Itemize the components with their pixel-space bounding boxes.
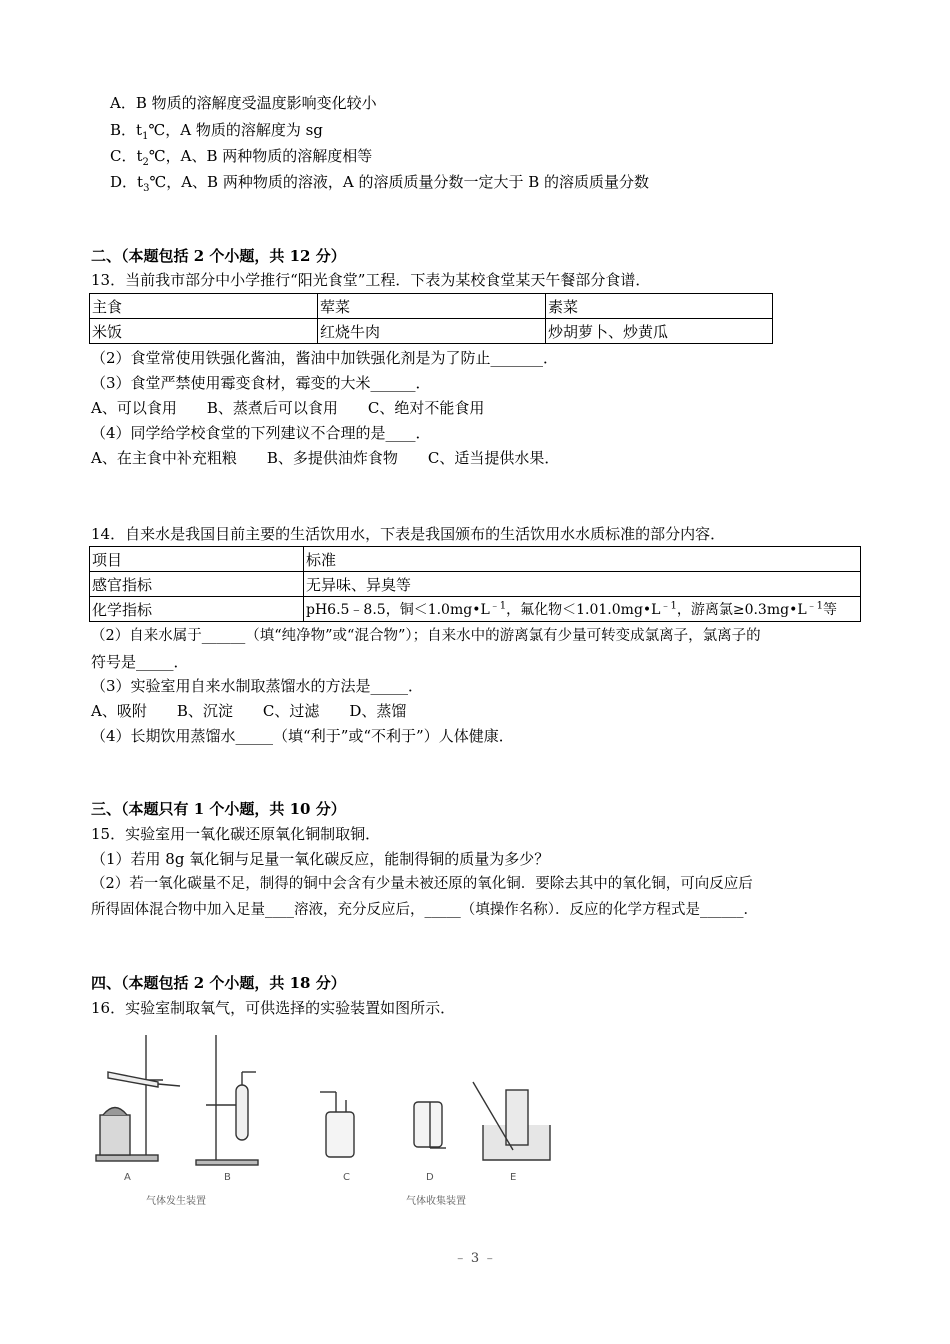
q12-option-c: C．$t_2℃$，A、B 两种物质的溶解度相等 [110,147,373,168]
table-cell: 标准 [304,547,861,572]
q13-part3: （3）食堂严禁使用霉变食材，霉变的大米______． [91,374,431,392]
table-cell: 项目 [90,547,304,572]
table-row [90,597,861,622]
q15-part1: （1）若用 8g 氧化铜与足量一氧化碳反应，能制得铜的质量为多少？ [91,850,550,868]
table-cell: 素菜 [546,294,773,319]
table-cell: 米饭 [90,319,318,344]
table-cell: 红烧牛肉 [318,319,546,344]
page-number: ﹣ 3 ﹣ [453,1251,497,1266]
q13-stem: 13．当前我市部分中小学推行“阳光食堂”工程．下表为某校食堂某天午餐部分食谱． [91,271,651,289]
caption-collector: 气体收集装置 [406,1196,466,1207]
table-cell: 无异味、异臭等 [304,572,861,597]
label-a: A [124,1172,131,1183]
table-cell: 感官指标 [90,572,304,597]
table-row [90,294,773,319]
caption-generator: 气体发生装置 [146,1196,206,1207]
label-b: B [224,1172,231,1183]
apparatus-d [414,1102,446,1148]
table-cell: 荤菜 [318,294,546,319]
q15-stem: 15．实验室用一氧化碳还原氧化铜制取铜． [91,825,381,843]
table-cell: 炒胡萝卜、炒黄瓜 [546,319,773,344]
apparatus-b [196,1035,258,1165]
q14-standard-table [89,546,861,622]
table-cell: pH6.5﹣8.5，铜$<1.0mg•L^{﹣1}$，氟化物$<1.01.0mg•L^{﹣1}$，游离氯$\ge 0.3mg•L^{﹣1}$等 [304,597,861,622]
q14-part2-line1: （2）自来水属于______（填“纯净物”或“混合物”）；自来水中的游离氯有少量可转变成氯离子，氯离子的 [91,628,761,644]
q14-part3-options: A、吸附 B、沉淀 C、过滤 D、蒸馏 [91,702,407,720]
q12-option-b: B．$t_1℃$，A 物质的溶解度为 sg [110,121,323,142]
table-row [90,319,773,344]
q14-part2-line2: 符号是_____． [91,653,189,671]
q14-part3: （3）实验室用自来水制取蒸馏水的方法是_____． [91,677,424,695]
q13-part3-options: A、可以食用 B、蒸煮后可以食用 C、绝对不能食用 [91,399,485,417]
q12-option-a: A．B 物质的溶解度受温度影响变化较小 [110,94,377,112]
q14-part4: （4）长期饮用蒸馏水_____（填“利于”或“不利于”）人体健康． [91,727,514,745]
section2-heading: 二、（本题包括 2 个小题，共 12 分） [91,247,346,265]
q14-stem: 14．自来水是我国目前主要的生活饮用水，下表是我国颁布的生活饮用水水质标准的部分内容． [91,525,726,543]
table-cell: 化学指标 [90,597,304,622]
q15-part2-line2: 所得固体混合物中加入足量____溶液，充分反应后，_____（填操作名称）．反应的化学方程式是______． [91,902,758,918]
q13-menu-table [89,293,773,344]
q13-part2: （2）食堂常使用铁强化酱油，酱油中加铁强化剂是为了防止_______． [91,349,559,367]
section4-heading: 四、（本题包括 2 个小题，共 18 分） [91,974,346,992]
label-c: C [343,1172,350,1183]
q16-stem: 16．实验室制取氧气，可供选择的实验装置如图所示． [91,999,456,1017]
q15-part2-line1: （2）若一氧化碳量不足，制得的铜中会含有少量未被还原的氧化铜．要除去其中的氧化铜，可向反应后 [91,876,753,892]
apparatus-a [96,1035,180,1161]
label-e: E [510,1172,517,1183]
q13-part4: （4）同学给学校食堂的下列建议不合理的是____． [91,424,431,442]
apparatus-figure [88,1030,568,1210]
section3-heading: 三、（本题只有 1 个小题，共 10 分） [91,800,346,818]
table-row [90,547,861,572]
q13-part4-options: A、在主食中补充粗粮 B、多提供油炸食物 C、适当提供水果． [91,449,560,467]
q12-option-d: D．$t_3℃$，A、B 两种物质的溶液，A 的溶质质量分数一定大于 B 的溶质质量分数 [110,173,650,194]
apparatus-c [320,1092,354,1157]
apparatus-e [473,1082,550,1160]
table-row [90,572,861,597]
label-d: D [426,1172,434,1183]
table-cell: 主食 [90,294,318,319]
